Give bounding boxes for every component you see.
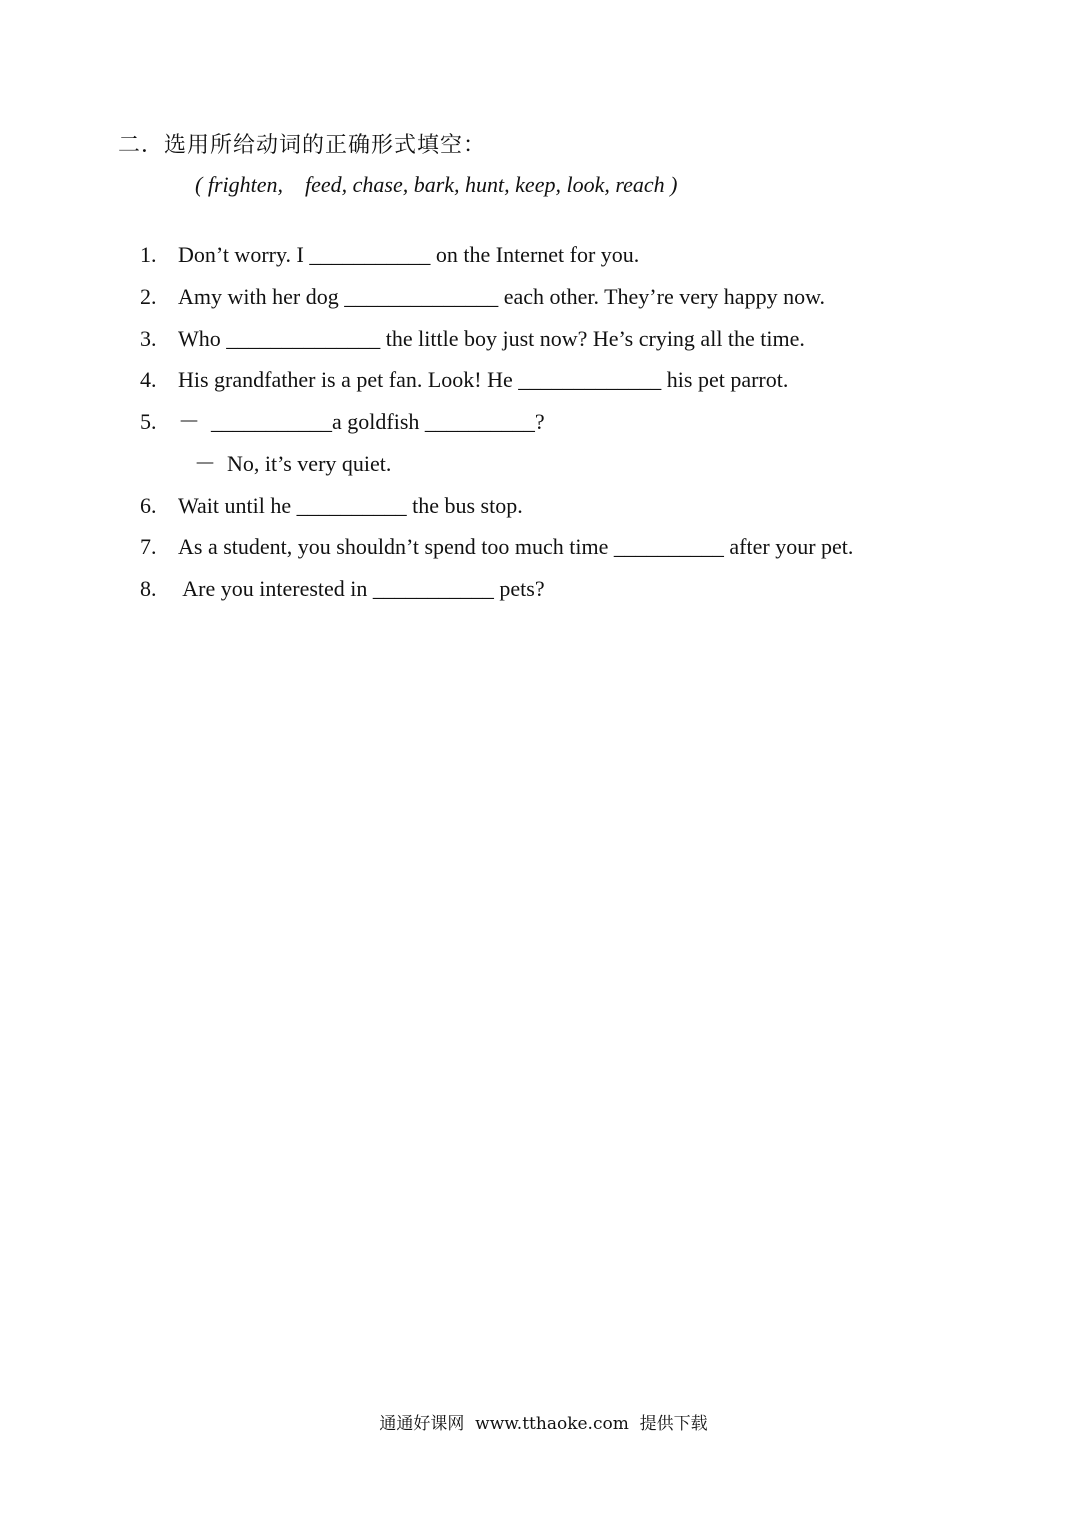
page-footer: 通通好课网 www.tthaoke.com 提供下载 bbox=[379, 1414, 708, 1434]
item-number: 4. bbox=[140, 367, 157, 392]
item-text: Are you interested in ___________ pets? bbox=[178, 576, 545, 601]
item-number: 6. bbox=[140, 493, 157, 518]
item-text: Who ______________ the little boy just now? He’s crying all the time. bbox=[178, 326, 805, 351]
item-number: 8. bbox=[140, 576, 157, 601]
item-text: Amy with her dog ______________ each other. They’re very happy now. bbox=[178, 284, 826, 309]
item-text: His grandfather is a pet fan. Look! He _____________ his pet parrot. bbox=[178, 367, 789, 392]
item-number: 5. bbox=[140, 409, 157, 434]
item-number: 1. bbox=[140, 242, 157, 267]
item-text: － ___________a goldfish __________? bbox=[178, 409, 545, 434]
word-bank: ( frighten, feed, chase, bark, hunt, keep, look, reach ) bbox=[195, 172, 678, 197]
item-text: Wait until he __________ the bus stop. bbox=[178, 493, 523, 518]
item-text: As a student, you shouldn’t spend too much time __________ after your pet. bbox=[178, 534, 854, 559]
item-text: Don’t worry. I ___________ on the Internet for you. bbox=[178, 242, 640, 267]
section-heading: 二．选用所给动词的正确形式填空： bbox=[118, 133, 487, 158]
reply-text: No, it’s very quiet. bbox=[216, 451, 392, 476]
exercise-item-8 bbox=[118, 547, 545, 631]
item-number: 7. bbox=[140, 534, 157, 559]
item-number: 2. bbox=[140, 284, 157, 309]
reply-dash: － bbox=[194, 452, 217, 477]
item-number: 3. bbox=[140, 326, 157, 351]
